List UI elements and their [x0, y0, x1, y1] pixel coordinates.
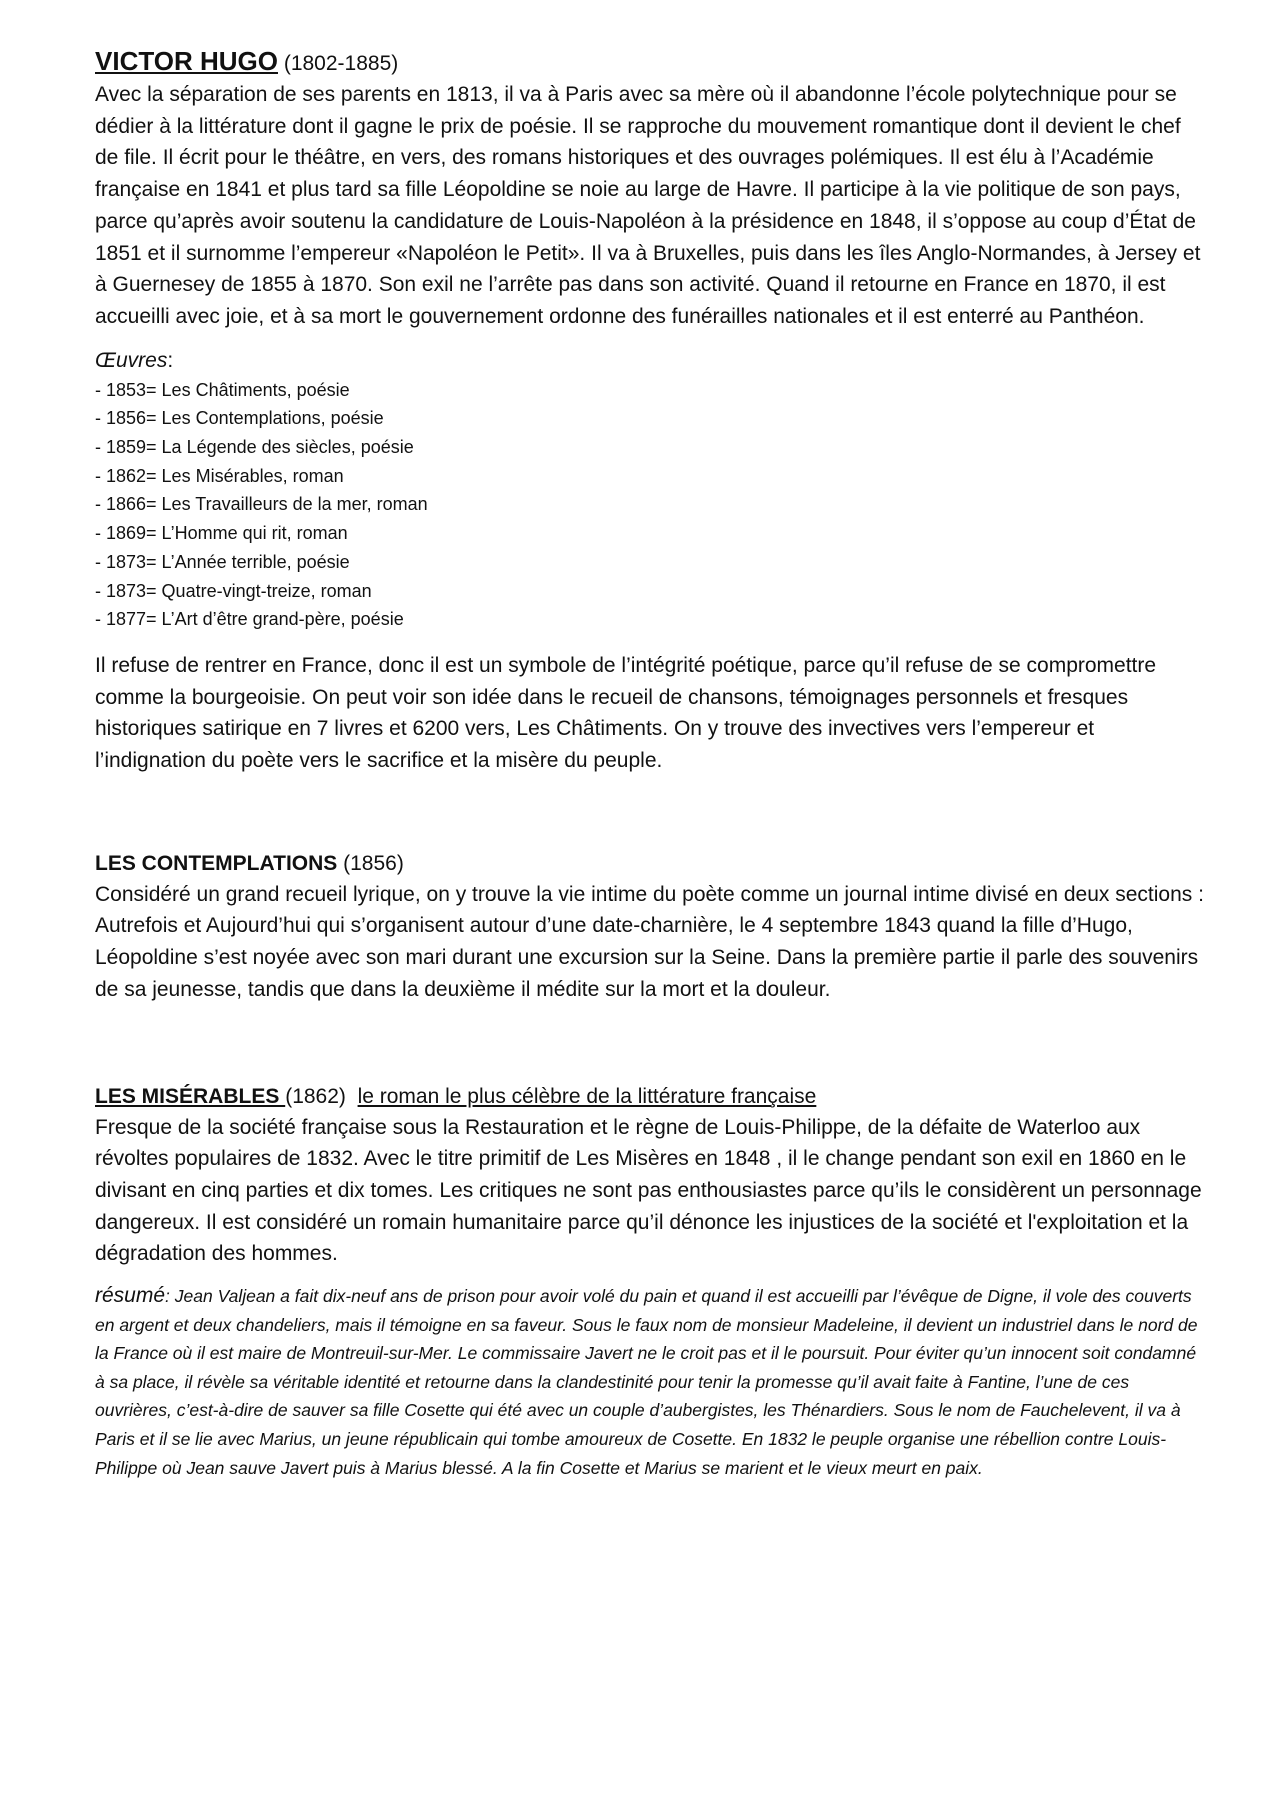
works-heading — [95, 346, 1205, 376]
list-item: - 1873= Quatre-vingt-treize, roman — [95, 580, 372, 601]
miserables-heading — [95, 1081, 1205, 1112]
hugo-title: VICTOR HUGO — [95, 46, 278, 76]
resume-paragraph — [95, 1282, 1205, 1482]
list-item: - 1873= L’Année terrible, poésie — [95, 551, 350, 572]
list-item: - 1869= L’Homme qui rit, roman — [95, 523, 348, 544]
miserables-subtitle: le roman le plus célèbre de la littérature française — [357, 1084, 817, 1108]
list-item: - 1853= Les Châtiments, poésie — [95, 379, 350, 400]
document-page — [95, 46, 1205, 1482]
works-list — [95, 376, 1205, 634]
works-colon: : — [167, 348, 174, 372]
contemplations-heading — [95, 848, 1205, 879]
hugo-biography: Avec la séparation de ses parents en 1813, il va à Paris avec sa mère où il abandonne l’école polytechnique pour se dédier à la littérature dont il gagne le prix de poésie. Il se rapproche du mouvement romantique dont il devient le chef de file. Il écrit pour le théâtre, en vers, des romans historiques et des ouvrages polémiques. Il est élu à l’Académie française en 1841 et plus tard sa fille Léopoldine se noie au large de Havre. Il participe à la vie politique de son pays, parce qu’après avoir soutenu la candidature de Louis-Napoléon à la présidence en 1848, il s’oppose au coup d’État de 1851 et il surnomme l’empereur «Napoléon le Petit». Il va à Bruxelles, puis dans les îles Anglo-Normandes, à Jersey et à Guernesey de 1855 à 1870. Son exil ne l’arrête pas dans son activité. Quand il retourne en France en 1870, il est accueilli avec joie, et à sa mort le gouvernement ordonne des funérailles nationales et il est enterré au Panthéon. — [95, 83, 1201, 328]
contemplations-text: Considéré un grand recueil lyrique, on y trouve la vie intime du poète comme un journal intime divisé en deux sections : Autrefois et Aujourd’hui qui s’organisent autour d’une date-charnière, le 4 septembre 1843 quand la fille d’Hugo, Léopoldine s’est noyée avec son mari durant une excursion sur la Seine. Dans la première partie il parle des souvenirs de sa jeunesse, tandis que dans la deuxième il médite sur la mort et la douleur. — [95, 882, 1204, 1001]
miserables-title: LES MISÉRABLES — [95, 1084, 286, 1108]
resume-label: résumé — [95, 1284, 166, 1308]
hugo-dates: (1802-1885) — [283, 52, 399, 75]
resume-text: : Jean Valjean a fait dix-neuf ans de prison pour avoir volé du pain et quand il est accueilli par l’évêque de Digne, il vole des couverts en argent et deux chandeliers, mais il témoigne en sa faveur. Sous le faux nom de monsieur Madeleine, il devient un industriel dans le nord de la France où il est maire de Montreuil-sur-Mer. Le commissaire Javert ne le croit pas et il le poursuit. Pour éviter qu’un innocent soit condamné à sa place, il révèle sa véritable identité et retourne dans la clandestinité pour tenir la promesse qu’il avait faite à Fantine, l’une de ces ouvrières, c’est-à-dire de sauver sa fille Cosette qui été avec un couple d’aubergistes, les Thénardiers. Sous le nom de Fauchelevent, il va à Paris et il se lie avec Marius, un jeune républicain qui tombe amoureux de Cosette. En 1832 le peuple organise une rébellion contre Louis-Philippe où Jean sauve Javert puis à Marius blessé. A la fin Cosette et Marius se marient et le vieux meurt en paix. — [95, 1286, 1198, 1478]
miserables-text: Fresque de la société française sous la Restauration et le règne de Louis-Philippe, de la défaite de Waterloo aux révoltes populaires de 1832. Avec le titre primitif de Les Misères en 1848 , il le change pendant son exil en 1860 en le divisant en cinq parties et dix tomes. Les critiques ne sont pas enthousiastes parce qu’ils le considèrent un personnage dangereux. Il est considéré un romain humanitaire parce qu’il dénonce les injustices de la société et l'exploitation et la dégradation des hommes. — [95, 1115, 1202, 1266]
list-item: - 1862= Les Misérables, roman — [95, 465, 344, 486]
contemplations-title: LES CONTEMPLATIONS — [95, 851, 338, 875]
works-label: Œuvres — [95, 348, 168, 372]
contemplations-date: (1856) — [337, 851, 404, 875]
list-item: - 1859= La Légende des siècles, poésie — [95, 437, 414, 458]
hugo-heading — [95, 46, 1205, 79]
list-item: - 1866= Les Travailleurs de la mer, roman — [95, 494, 428, 515]
exile-paragraph: Il refuse de rentrer en France, donc il est un symbole de l’intégrité poétique, parce qu’il refuse de se compromettre comme la bourgeoisie. On peut voir son idée dans le recueil de chansons, témoignages personnels et fresques historiques satirique en 7 livres et 6200 vers, Les Châtiments. On y trouve des invectives vers l’empereur et l’indignation du poète vers le sacrifice et la misère du peuple. — [95, 653, 1157, 773]
miserables-date: (1862) — [285, 1084, 346, 1108]
list-item: - 1856= Les Contemplations, poésie — [95, 408, 384, 429]
list-item: - 1877= L’Art d’être grand-père, poésie — [95, 609, 404, 630]
